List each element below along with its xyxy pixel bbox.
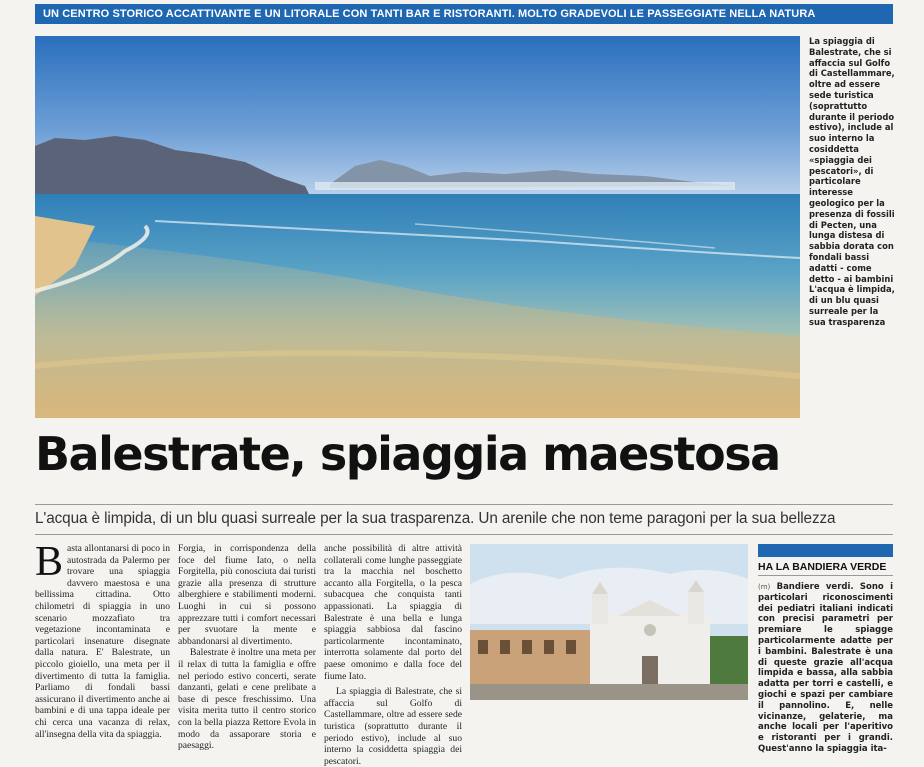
article-paragraph: Forgia, in corrispondenza della foce del fiume Iato, o nella Forgitella, più conosciuta dai turisti grazie alla presenza di strutture alberghiere e stabilimenti moderni. Luoghi in cui si possono apprezzare tutti i comfort necessari per svuotare la mente e abbandonarsi al divertimento. <box>178 543 316 647</box>
box-text <box>758 582 893 754</box>
article-paragraph: La spiaggia di Balestrate, che si affaccia sul Golfo di Castellammare, oltre ad essere sede turistica (soprattutto durante il periodo estivo), include al suo interno la cosiddetta spiaggia dei pescatori. <box>324 686 462 767</box>
subtitle: L'acqua è limpida, di un blu quasi surreale per la sua trasparenza. Un arenile che non teme paragoni per la sua bellezza <box>35 510 836 527</box>
divider <box>758 575 893 576</box>
article-paragraph: Balestrate è inoltre una meta per il relax di tutta la famiglia e offre nel periodo estivo concerti, serate danzanti, gelati e cene prelibate a base di pesce freschissimo. Una visita merita tutto il centro storico con la bella piazza Rettore Evola in modo da assaporare storia e paesaggi. <box>178 647 316 752</box>
beach-photo <box>35 36 800 418</box>
box-lead: (m) <box>758 583 771 591</box>
article-column-2 <box>178 543 316 752</box>
divider <box>35 504 893 505</box>
article-column-1 <box>35 539 170 740</box>
church-photo <box>470 544 748 700</box>
box-title: HA LA BANDIERA VERDE <box>758 561 887 573</box>
article-paragraph: anche possibilità di altre attività collaterali come lunghe passeggiate tra la macchia nel boschetto accanto alla Forgitella, o la pesca subacquea che conquista tanti appassionati. La spiaggia di Balestrate è una bella e lunga spiaggia sabbiosa dal fascino particolarmente incontaminato, interrotta solamente dal porto del paese omonimo e dalla foce del fiume Iato. <box>324 543 462 682</box>
box-body: Bandiere verdi. Sono i particolari riconoscimenti dei pediatri italiani indicati con precisi parametri per premiare le spiagge particolarmente adatte per i bambini. Balestrate è una di queste grazie all'acqua limpida e bassa, alla sabbia adatta per torri e castelli, e giochi e spazi per cambiare il pannolino. E, nelle vicinanze, gelaterie, ma anche locali per l'aperitivo e ristoranti per i grandi. Quest'anno la spiaggia ita- <box>758 582 893 754</box>
article-column-3 <box>324 543 462 767</box>
divider <box>35 534 893 535</box>
box-header-bar <box>758 544 893 557</box>
headline: Balestrate, spiaggia maestosa <box>35 427 780 481</box>
kicker-bar: UN CENTRO STORICO ACCATTIVANTE E UN LITORALE CON TANTI BAR E RISTORANTI. MOLTO GRADEVOLI LE PASSEGGIATE NELLA NATURA <box>35 4 893 24</box>
article-paragraph: asta allontanarsi di poco in autostrada da Palermo per trovare una spiaggia davvero maestosa e una bellissima cittadina. Otto chilometri di spiaggia in uno scenario mozzafiato tra vegetazione incontaminata e particolari insenature disegnate dalla natura. E' Balestrate, un piccolo gioiello, una meta per il divertimento di tutta la famiglia. Parliamo di fondali bassi assicurano il divertimento anche ai bambini e di una tappa ideale per chi cerca una vacanza di relax, all'insegna della vita da spiaggia. <box>35 543 170 740</box>
photo-caption: La spiaggia di Balestrate, che si affaccia sul Golfo di Castellammare, oltre ad essere sede turistica (soprattutto durante il periodo estivo), include al suo interno la cosiddetta «spiaggia dei pescatori», di particolare interesse geologico per la presenza di fossili di Pecten, una lunga distesa di sabbia dorata con fondali bassi adatti - come detto - ai bambini L'acqua è limpida, di un blu quasi surreale per la sua trasparenza <box>809 36 895 327</box>
dropcap: B <box>35 539 64 585</box>
